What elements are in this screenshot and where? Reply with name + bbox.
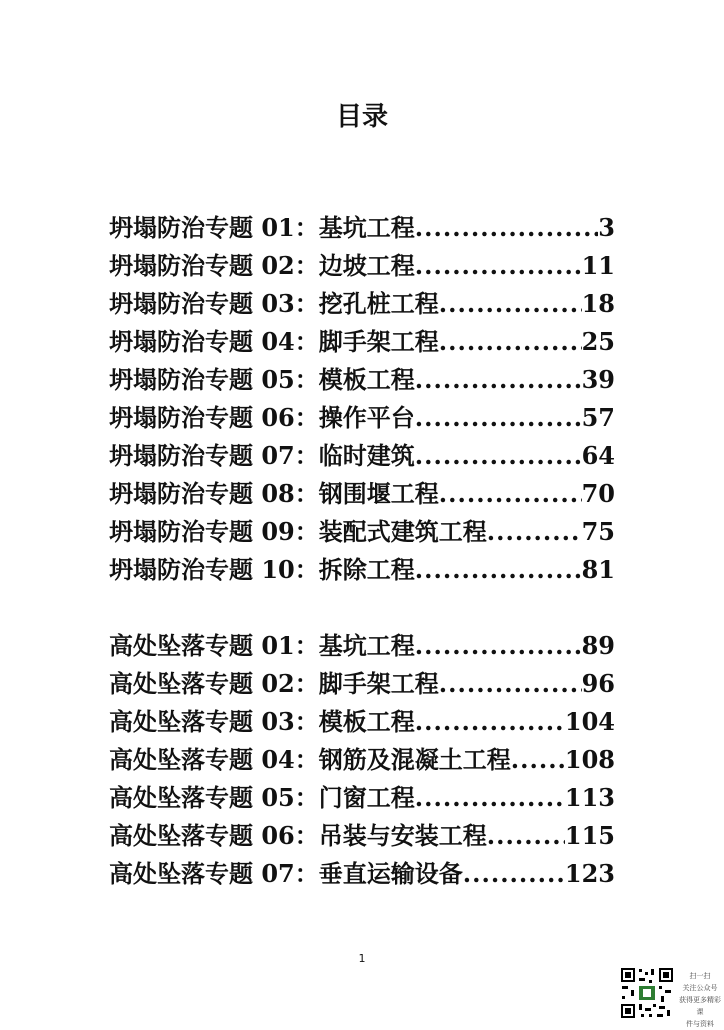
toc-leader xyxy=(415,209,599,247)
toc-entry[interactable] xyxy=(109,665,615,703)
toc-entry[interactable] xyxy=(109,361,615,399)
toc-entry-page: 123 xyxy=(564,859,615,888)
toc-entry[interactable] xyxy=(109,551,615,589)
toc-entry[interactable] xyxy=(109,437,615,475)
toc-entry-label: 高处坠落专题 07：垂直运输设备 xyxy=(109,859,463,888)
toc-leader xyxy=(511,741,565,779)
toc-entry-label: 坍塌防治专题 01：基坑工程 xyxy=(109,213,415,242)
toc-entry-label: 坍塌防治专题 03：挖孔桩工程 xyxy=(109,289,439,318)
toc-list-fall xyxy=(109,627,615,893)
toc-entry-page: 113 xyxy=(564,783,615,812)
toc-leader xyxy=(439,665,582,703)
toc-entry-label: 坍塌防治专题 08：钢围堰工程 xyxy=(109,479,439,508)
qr-caption-line: 关注公众号 xyxy=(682,984,718,992)
qr-caption xyxy=(677,970,723,1030)
toc-entry-label: 高处坠落专题 05：门窗工程 xyxy=(109,783,415,812)
toc-entry-page: 75 xyxy=(581,517,615,546)
toc-entry[interactable] xyxy=(109,285,615,323)
toc-entry-page: 108 xyxy=(564,745,615,774)
qr-caption-line: 获得更多精彩课 xyxy=(679,996,721,1016)
toc-entry-label: 坍塌防治专题 02：边坡工程 xyxy=(109,251,415,280)
toc-entry-page: 39 xyxy=(581,365,615,394)
toc-leader xyxy=(415,361,582,399)
toc-entry-label: 坍塌防治专题 05：模板工程 xyxy=(109,365,415,394)
toc-leader xyxy=(463,855,565,893)
toc-entry-page: 25 xyxy=(581,327,615,356)
toc-entry[interactable] xyxy=(109,817,615,855)
toc-entry-page: 104 xyxy=(564,707,615,736)
toc-entry[interactable] xyxy=(109,741,615,779)
toc-entry[interactable] xyxy=(109,855,615,893)
toc-entry[interactable] xyxy=(109,399,615,437)
qr-caption-line: 扫一扫 xyxy=(689,972,711,980)
toc-entry-page: 3 xyxy=(598,213,615,242)
toc-entry-page: 96 xyxy=(581,669,615,698)
toc-entry-label: 高处坠落专题 02：脚手架工程 xyxy=(109,669,439,698)
toc-entry-page: 18 xyxy=(581,289,615,318)
toc-entry[interactable] xyxy=(109,247,615,285)
toc-leader xyxy=(439,323,582,361)
toc-entry[interactable] xyxy=(109,627,615,665)
page-number: 1 xyxy=(358,952,366,965)
toc-leader xyxy=(439,475,582,513)
toc-leader xyxy=(415,779,565,817)
toc-leader xyxy=(415,551,582,589)
toc-leader xyxy=(415,437,582,475)
toc-entry[interactable] xyxy=(109,703,615,741)
toc-entry-label: 高处坠落专题 01：基坑工程 xyxy=(109,631,415,660)
toc-entry[interactable] xyxy=(109,323,615,361)
toc-entry-label: 坍塌防治专题 04：脚手架工程 xyxy=(109,327,439,356)
toc-entry-page: 89 xyxy=(581,631,615,660)
qr-caption-line: 件与资料 xyxy=(686,1020,714,1028)
toc-list-collapse xyxy=(109,209,615,589)
toc-entry-label: 高处坠落专题 03：模板工程 xyxy=(109,707,415,736)
toc-entry-page: 64 xyxy=(581,441,615,470)
qr-code-icon xyxy=(619,966,675,1020)
toc-leader xyxy=(415,399,582,437)
toc-entry[interactable] xyxy=(109,513,615,551)
toc-entry-page: 70 xyxy=(581,479,615,508)
toc-leader xyxy=(487,817,565,855)
toc-leader xyxy=(415,627,582,665)
toc-leader xyxy=(439,285,582,323)
toc-entry-page: 57 xyxy=(581,403,615,432)
toc-leader xyxy=(415,703,565,741)
toc-entry[interactable] xyxy=(109,779,615,817)
page-title: 目录 xyxy=(335,102,388,132)
toc-entry[interactable] xyxy=(109,475,615,513)
toc-entry-label: 高处坠落专题 06：吊装与安装工程 xyxy=(109,821,487,850)
toc-leader xyxy=(487,513,582,551)
toc-entry-page: 11 xyxy=(581,251,615,280)
toc-leader xyxy=(415,247,582,285)
toc-entry-label: 坍塌防治专题 10：拆除工程 xyxy=(109,555,415,584)
toc-entry-page: 81 xyxy=(581,555,615,584)
toc-entry-label: 坍塌防治专题 07：临时建筑 xyxy=(109,441,415,470)
toc-entry-label: 坍塌防治专题 09：装配式建筑工程 xyxy=(109,517,487,546)
toc-entry-page: 115 xyxy=(564,821,615,850)
toc-entry[interactable] xyxy=(109,209,615,247)
toc-entry-label: 高处坠落专题 04：钢筋及混凝土工程 xyxy=(109,745,511,774)
toc-entry-label: 坍塌防治专题 06：操作平台 xyxy=(109,403,415,432)
